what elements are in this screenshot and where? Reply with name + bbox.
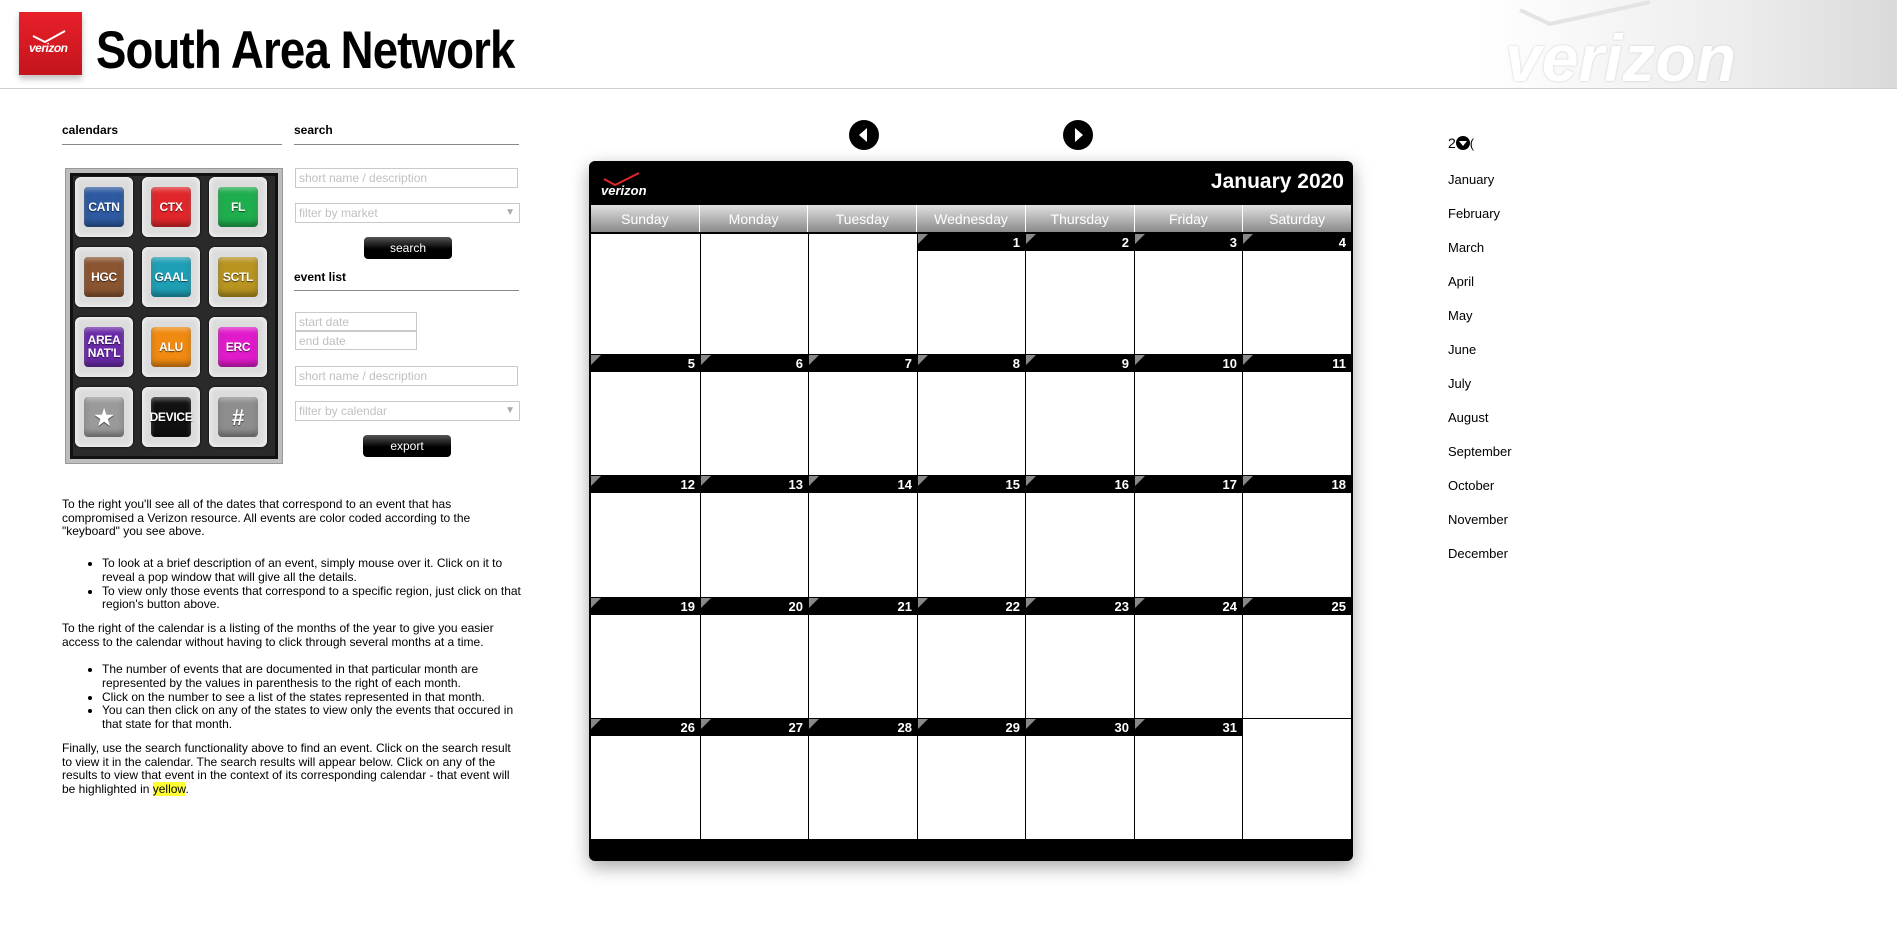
day-number[interactable]: 27: [788, 720, 803, 735]
day-header[interactable]: [1026, 598, 1134, 615]
chevron-down-icon: [1456, 136, 1470, 150]
corner-fold-icon: [1026, 476, 1036, 486]
day-header[interactable]: [591, 355, 700, 372]
calendar-key-label: DEVICE: [151, 397, 191, 437]
list-item: • You can then click on any of the states to view only the events that occured in that state for that month.: [102, 704, 522, 731]
day-number[interactable]: 18: [1331, 477, 1346, 492]
day-header[interactable]: [809, 598, 917, 615]
day-header[interactable]: [918, 598, 1025, 615]
day-number[interactable]: 5: [687, 356, 695, 371]
day-cell[interactable]: [918, 598, 1025, 718]
day-header[interactable]: [809, 355, 917, 372]
weekday-thursday: Thursday: [1026, 205, 1135, 232]
empty-day-cell: [809, 234, 917, 354]
day-number[interactable]: 11: [1332, 356, 1346, 371]
day-cell[interactable]: [809, 598, 917, 718]
calendar-key-label: GAAL: [151, 257, 191, 297]
calendars-heading: calendars: [62, 123, 119, 137]
corner-fold-icon: [1243, 234, 1253, 244]
day-cell[interactable]: [701, 719, 808, 839]
day-header[interactable]: [918, 234, 1025, 251]
day-cell[interactable]: [918, 719, 1025, 839]
empty-day-cell: [701, 234, 808, 354]
day-cell[interactable]: [809, 355, 917, 475]
corner-fold-icon: [809, 355, 819, 365]
year-selector[interactable]: [1448, 135, 1474, 151]
day-header[interactable]: [1135, 355, 1242, 372]
event-name-input[interactable]: [295, 366, 518, 386]
logo-text: verizon: [29, 41, 68, 55]
day-number[interactable]: 22: [1005, 599, 1020, 614]
weekday-monday: Monday: [700, 205, 809, 232]
weekday-wednesday: Wednesday: [917, 205, 1026, 232]
day-cell[interactable]: [1135, 719, 1242, 839]
day-number[interactable]: 26: [680, 720, 695, 735]
corner-fold-icon: [701, 476, 711, 486]
search-name-input[interactable]: [295, 168, 518, 188]
day-number[interactable]: 6: [795, 356, 803, 371]
calendar-key-label: HGC: [84, 257, 124, 297]
corner-fold-icon: [591, 719, 601, 729]
calendar-logo: [601, 171, 651, 202]
search-divider: [294, 144, 519, 145]
day-cell[interactable]: [591, 476, 700, 597]
day-cell[interactable]: [701, 476, 808, 597]
calendar-filter-text: filter by calendar: [299, 404, 388, 418]
list-item: • To view only those events that correspond to a specific region, just click on that region's button above.: [102, 585, 522, 612]
calendar-key-3[interactable]: [209, 177, 267, 237]
search-heading: search: [294, 123, 333, 137]
day-cell[interactable]: [1135, 355, 1242, 475]
day-header[interactable]: [918, 719, 1025, 736]
day-header[interactable]: [701, 598, 808, 615]
site-title: South Area Network: [96, 21, 515, 80]
day-number[interactable]: 1: [1012, 235, 1020, 250]
export-button[interactable]: export: [363, 435, 451, 457]
calendar-key-label: FL: [218, 187, 258, 227]
day-number[interactable]: 23: [1114, 599, 1129, 614]
day-header[interactable]: [1135, 598, 1242, 615]
day-header[interactable]: [1243, 598, 1351, 615]
calendar-key-2[interactable]: [142, 177, 200, 237]
event-list-heading: event list: [294, 270, 347, 284]
day-number[interactable]: 16: [1114, 477, 1129, 492]
day-number[interactable]: 30: [1114, 720, 1129, 735]
chevron-down-icon: ▼: [505, 207, 515, 218]
prev-month-icon[interactable]: [849, 120, 879, 150]
calendar-logo-text: verizon: [601, 183, 647, 197]
corner-fold-icon: [1026, 355, 1036, 365]
weekday-sunday: Sunday: [591, 205, 700, 232]
calendars-divider: [62, 144, 282, 145]
chevron-down-icon: ▼: [505, 405, 515, 416]
start-date-input[interactable]: [295, 312, 417, 331]
day-number[interactable]: 10: [1222, 356, 1237, 371]
weekday-saturday: Saturday: [1243, 205, 1351, 232]
calendar-keyboard: [65, 168, 283, 464]
list-item: • To look at a brief description of an event, simply mouse over it. Click on it to reveal a pop window that will give all the details.: [102, 557, 522, 584]
corner-fold-icon: [1135, 476, 1145, 486]
day-number[interactable]: 20: [788, 599, 803, 614]
next-month-icon[interactable]: [1063, 120, 1093, 150]
calendar-key-label: ★: [84, 397, 124, 437]
day-header[interactable]: [591, 476, 700, 493]
corner-fold-icon: [1243, 355, 1253, 365]
corner-fold-icon: [918, 355, 928, 365]
day-header[interactable]: [1243, 476, 1351, 493]
corner-fold-icon: [591, 598, 601, 608]
corner-fold-icon: [1135, 719, 1145, 729]
month-link-february[interactable]: February: [1448, 206, 1501, 221]
day-header[interactable]: [591, 598, 700, 615]
end-date-input[interactable]: [295, 331, 417, 350]
market-filter-text: filter by market: [299, 206, 378, 220]
day-number[interactable]: 24: [1222, 599, 1237, 614]
day-header[interactable]: [1135, 719, 1242, 736]
day-header[interactable]: [1243, 234, 1351, 251]
corner-fold-icon: [918, 719, 928, 729]
verizon-check-icon: [601, 171, 651, 197]
day-cell[interactable]: [809, 476, 917, 597]
day-header[interactable]: [1135, 234, 1242, 251]
calendar-key-label: ALU: [151, 327, 191, 367]
day-cell[interactable]: [918, 476, 1025, 597]
day-cell[interactable]: [1026, 234, 1134, 354]
month-link-march[interactable]: March: [1448, 240, 1485, 255]
corner-fold-icon: [591, 476, 601, 486]
list-item: • The number of events that are documented in that particular month are represented by the values in parenthesis to the right of each month.: [102, 663, 522, 690]
help-paragraph-2: To the right of the calendar is a listing of the months of the year to give you easier access to the calendar without having to click through several months at a time.: [62, 620, 494, 649]
corner-fold-icon: [1135, 598, 1145, 608]
calendar-filter-select[interactable]: [295, 401, 520, 421]
market-filter-select[interactable]: [295, 203, 520, 223]
corner-fold-icon: [701, 355, 711, 365]
empty-day-cell: [1243, 719, 1351, 839]
day-number[interactable]: 21: [897, 599, 912, 614]
day-cell[interactable]: [1243, 476, 1351, 597]
corner-fold-icon: [1026, 598, 1036, 608]
month-link-july[interactable]: July: [1448, 376, 1472, 391]
day-cell[interactable]: [1243, 355, 1351, 475]
weekday-friday: Friday: [1135, 205, 1244, 232]
day-cell[interactable]: [1243, 598, 1351, 718]
corner-fold-icon: [591, 355, 601, 365]
month-link-september[interactable]: September: [1448, 444, 1512, 459]
corner-fold-icon: [809, 719, 819, 729]
day-header[interactable]: [1135, 476, 1242, 493]
day-number[interactable]: 29: [1005, 720, 1020, 735]
verizon-logo[interactable]: [19, 12, 82, 75]
corner-fold-icon: [701, 598, 711, 608]
corner-fold-icon: [1135, 234, 1145, 244]
day-number[interactable]: 2: [1121, 235, 1129, 250]
corner-fold-icon: [918, 234, 928, 244]
day-cell[interactable]: [1135, 234, 1242, 354]
help-paragraph-3-end: .: [185, 781, 189, 796]
weekday-header: [591, 205, 1351, 232]
month-link-april[interactable]: April: [1448, 274, 1475, 289]
calendar-key-4[interactable]: [75, 247, 133, 307]
header: [0, 0, 1897, 89]
day-number[interactable]: 12: [680, 477, 695, 492]
day-header[interactable]: [809, 476, 917, 493]
calendar-key-label: #: [218, 397, 258, 437]
day-header[interactable]: [701, 719, 808, 736]
day-header[interactable]: [1243, 355, 1351, 372]
month-link-august[interactable]: August: [1448, 410, 1489, 425]
corner-fold-icon: [918, 598, 928, 608]
day-number[interactable]: 14: [897, 477, 912, 492]
year-cutoff: (: [1469, 136, 1475, 151]
day-header[interactable]: [701, 476, 808, 493]
day-number[interactable]: 19: [680, 599, 695, 614]
day-number[interactable]: 3: [1229, 235, 1237, 250]
day-cell[interactable]: [809, 719, 917, 839]
day-cell[interactable]: [918, 234, 1025, 354]
calendar-key-6[interactable]: [209, 247, 267, 307]
day-cell[interactable]: [1026, 355, 1134, 475]
day-header[interactable]: [1026, 719, 1134, 736]
calendar-grid: [591, 234, 1351, 840]
corner-fold-icon: [809, 476, 819, 486]
corner-fold-icon: [1243, 598, 1253, 608]
calendar-key-label: SCTL: [218, 257, 258, 297]
empty-day-cell: [591, 234, 700, 354]
calendar-key-11[interactable]: [142, 387, 200, 447]
day-cell[interactable]: [701, 355, 808, 475]
calendar-key-8[interactable]: [142, 317, 200, 377]
calendar-key-5[interactable]: [142, 247, 200, 307]
day-number[interactable]: 25: [1331, 599, 1346, 614]
day-header[interactable]: [1026, 476, 1134, 493]
day-header[interactable]: [918, 476, 1025, 493]
corner-fold-icon: [918, 476, 928, 486]
day-cell[interactable]: [1026, 719, 1134, 839]
day-header[interactable]: [701, 355, 808, 372]
calendar-key-9[interactable]: [209, 317, 267, 377]
day-number[interactable]: 4: [1338, 235, 1346, 250]
day-cell[interactable]: [591, 719, 700, 839]
help-paragraph-3-text: Finally, use the search functionality above to find an event. Click on the search result to view it in the calendar. The search results will appear below. Click on any of the results to view that event in the context of its corresponding calendar - that event will be highlighted in: [62, 740, 511, 796]
help-paragraph-3: [62, 742, 522, 797]
day-header[interactable]: [591, 719, 700, 736]
day-header[interactable]: [1026, 234, 1134, 251]
day-number[interactable]: 8: [1012, 356, 1020, 371]
watermark-logo: verizon: [1505, 21, 1737, 89]
help-paragraph-1: To the right you'll see all of the dates that correspond to an event that has compromised a Verizon resource. All events are color coded according to the "keyboard" you see above.: [62, 497, 471, 539]
month-link-may[interactable]: May: [1448, 308, 1473, 323]
calendar-key-label: AREA NAT'L: [84, 327, 124, 367]
corner-fold-icon: [809, 598, 819, 608]
day-header[interactable]: [809, 719, 917, 736]
weekday-tuesday: Tuesday: [808, 205, 917, 232]
help-list-1: [62, 557, 522, 612]
month-calendar: [589, 161, 1353, 861]
day-number[interactable]: 31: [1222, 720, 1237, 735]
day-number[interactable]: 28: [897, 720, 912, 735]
day-cell[interactable]: [1243, 234, 1351, 354]
day-number[interactable]: 7: [904, 356, 912, 371]
day-cell[interactable]: [1135, 476, 1242, 597]
day-number[interactable]: 17: [1222, 477, 1237, 492]
corner-fold-icon: [1026, 719, 1036, 729]
day-cell[interactable]: [1026, 598, 1134, 718]
search-button[interactable]: search: [364, 237, 452, 259]
month-link-december[interactable]: December: [1448, 546, 1508, 561]
day-number[interactable]: 13: [788, 477, 803, 492]
year-label: 2: [1448, 135, 1456, 151]
calendar-key-label: CTX: [151, 187, 191, 227]
corner-fold-icon: [701, 719, 711, 729]
event-list-divider: [294, 290, 519, 291]
day-number[interactable]: 9: [1121, 356, 1129, 371]
day-header[interactable]: [918, 355, 1025, 372]
corner-fold-icon: [1135, 355, 1145, 365]
month-link-june[interactable]: June: [1448, 342, 1477, 357]
month-link-october[interactable]: October: [1448, 478, 1495, 493]
day-cell[interactable]: [918, 355, 1025, 475]
day-cell[interactable]: [701, 598, 808, 718]
help-list-2: [62, 663, 522, 732]
day-cell[interactable]: [591, 598, 700, 718]
day-cell[interactable]: [591, 355, 700, 475]
corner-fold-icon: [1243, 476, 1253, 486]
calendar-key-1[interactable]: [75, 177, 133, 237]
day-cell[interactable]: [1135, 598, 1242, 718]
month-link-january[interactable]: January: [1448, 172, 1495, 187]
calendar-key-label: CATN: [84, 187, 124, 227]
day-number[interactable]: 15: [1005, 477, 1020, 492]
calendar-key-label: ERC: [218, 327, 258, 367]
highlight-yellow: yellow: [152, 781, 186, 796]
list-item: • Click on the number to see a list of the states represented in that month.: [102, 691, 522, 705]
month-link-november[interactable]: November: [1448, 512, 1508, 527]
calendar-key-7[interactable]: [75, 317, 133, 377]
day-header[interactable]: [1026, 355, 1134, 372]
corner-fold-icon: [1026, 234, 1036, 244]
calendar-month-title: January 2020: [1210, 170, 1344, 193]
calendar-key-10[interactable]: [75, 387, 133, 447]
calendar-key-12[interactable]: [209, 387, 267, 447]
day-cell[interactable]: [1026, 476, 1134, 597]
help-text: [62, 498, 522, 811]
